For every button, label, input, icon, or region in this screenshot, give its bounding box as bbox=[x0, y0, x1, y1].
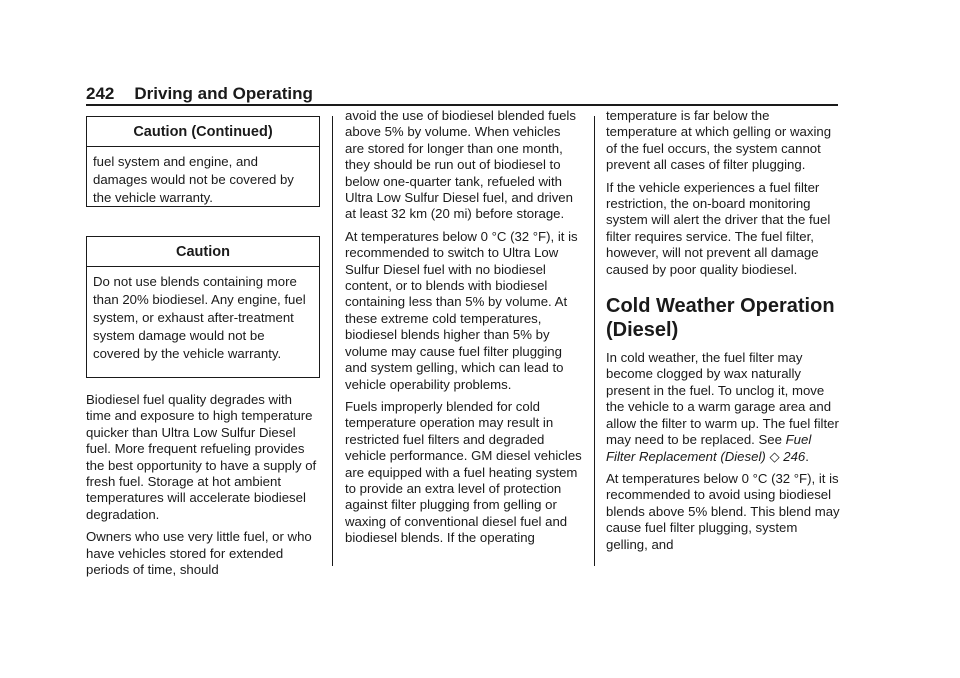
caution-body: Do not use blends containing more than 20% biodiesel. Any engine, fuel system, or exhaust after-treatment system damage would not be covered by the vehicle warranty. bbox=[93, 274, 306, 362]
subsection-heading: Cold Weather Operation (Diesel) bbox=[606, 295, 835, 342]
cross-reference-link[interactable]: Fuel Filter Replacement (Diesel) bbox=[606, 432, 812, 464]
page-number: 242 bbox=[86, 84, 115, 103]
paragraph-end: . bbox=[805, 448, 809, 464]
paragraph: temperature is far below the temperature at which gelling or waxing of the fuel occurs, the system cannot prevent all cases of filter plugging. bbox=[606, 108, 832, 173]
paragraph-text: In cold weather, the fuel filter may become clogged by wax naturally present in the fuel. To unclog it, move the vehicle to a warm garage area and allow the filter to warm up. The fuel filter may need to be replaced. See bbox=[606, 350, 839, 448]
paragraph bbox=[606, 350, 840, 465]
caution-title: Caution bbox=[87, 237, 319, 267]
paragraph: At temperatures below 0 °C (32 °F), it is recommended to avoid using biodiesel blends above 5% blend. This blend may cause fuel filter plugging, system gelling, and bbox=[606, 470, 840, 552]
caution-box bbox=[86, 236, 320, 378]
caution-continued-title: Caution (Continued) bbox=[87, 117, 319, 147]
page-reference[interactable]: 246 bbox=[783, 448, 806, 464]
column-2 bbox=[345, 108, 583, 553]
header-rule bbox=[86, 104, 838, 106]
page-reference-icon: ◇ bbox=[769, 448, 780, 464]
paragraph: Biodiesel fuel quality degrades with time and exposure to high temperature quicker than Ultra Low Sulfur Diesel fuel. More frequent refueling provides the best opportunity to have a supply of fresh fuel. Storage at hot ambient temperatures will accelerate biodiesel degradation. bbox=[86, 392, 317, 522]
page-header bbox=[86, 84, 838, 104]
caution-continued-body: fuel system and engine, and damages would not be covered by the vehicle warranty. bbox=[93, 154, 294, 206]
caution-continued-box bbox=[86, 116, 320, 207]
paragraph: avoid the use of biodiesel blended fuels above 5% by volume. When vehicles are stored for longer than one month, they should be run out of biodiesel to below one-quarter tank, refueled with Ultra Low Sulfur Diesel fuel, and driven at least 32 km (20 mi) before storage. bbox=[345, 108, 576, 222]
column-1 bbox=[86, 116, 320, 584]
paragraph: Fuels improperly blended for cold temperature operation may result in restricted fuel filters and degraded vehicle performance. GM diesel vehicles are equipped with a fuel heating system to provide an extra level of protection against filter plugging from gelling or waxing of conventional diesel fuel and biodiesel blends. If the operating bbox=[345, 398, 582, 546]
paragraph: At temperatures below 0 °C (32 °F), it is recommended to switch to Ultra Low Sulfur Diesel fuel with no biodiesel content, or to blends with biodiesel containing less than 5% by volume. At these extreme cold temperatures, biodiesel blends higher than 5% by volume may cause fuel filter plugging and system gelling, which can lead to vehicle operability problems. bbox=[345, 228, 578, 392]
paragraph: If the vehicle experiences a fuel filter restriction, the on-board monitoring system will alert the driver that the fuel filter requires service. The fuel filter, however, will not prevent all damage caused by poor quality biodiesel. bbox=[606, 179, 831, 277]
column-3 bbox=[606, 108, 840, 559]
column-divider bbox=[594, 116, 595, 566]
paragraph: Owners who use very little fuel, or who have vehicles stored for extended periods of time, should bbox=[86, 529, 312, 578]
column-divider bbox=[332, 116, 333, 566]
section-title: Driving and Operating bbox=[134, 84, 313, 103]
